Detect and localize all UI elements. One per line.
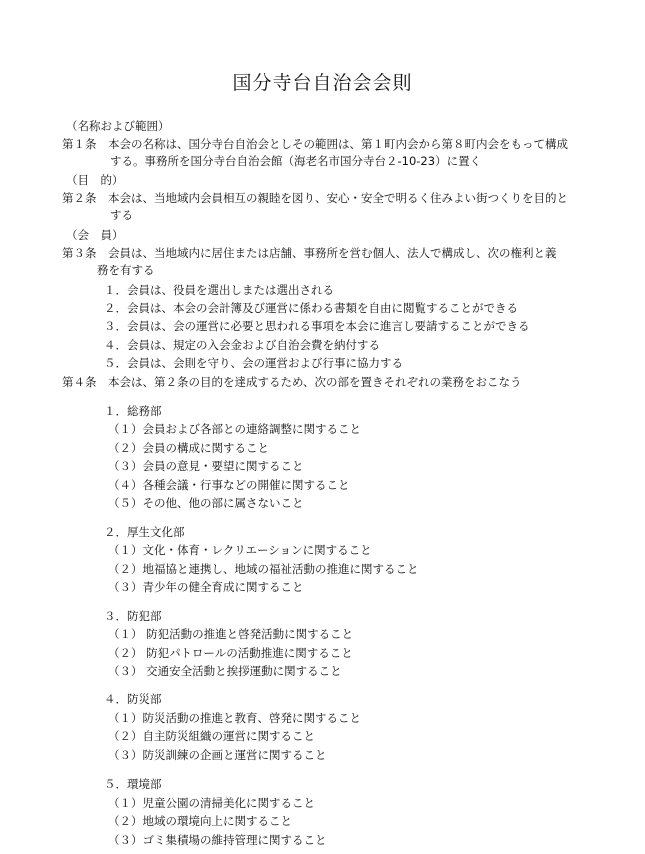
dept-item: （１）防災活動の推進と教育、啓発に関すること	[108, 711, 361, 725]
dept-item: （２）自主防災組織の運営に関すること	[108, 729, 315, 743]
dept-item: （２）会員の構成に関すること	[108, 441, 269, 455]
dept-item: （３）会員の意見・要望に関すること	[108, 459, 304, 473]
section-heading-name: （名称および範囲）	[66, 119, 170, 133]
dept-item: （３）防災訓練の企画と運営に関すること	[108, 748, 327, 762]
dept-item: （３）ゴミ集積場の維持管理に関すること	[108, 833, 327, 847]
dept-item: （１）児童公園の清掃美化に関すること	[108, 796, 315, 810]
dept-heading: １．総務部	[104, 404, 162, 418]
dept-heading: ４．防災部	[104, 692, 162, 706]
article-3-line-2: 務を有する	[97, 263, 155, 277]
dept-heading: ５．環境部	[104, 777, 162, 791]
article-3-item: ５．会員は、会則を守り、会の運営および行事に協力する	[104, 356, 403, 370]
article-2-line-2: する	[110, 208, 133, 222]
dept-heading: ３．防犯部	[104, 609, 162, 623]
article-3-item: ４．会員は、規定の入会金および自治会費を納付する	[104, 338, 380, 352]
article-3-item: １．会員は、役員を選出しまたは選出される	[104, 283, 334, 297]
dept-item: （２） 防犯パトロールの活動推進に関すること	[108, 646, 353, 660]
document-title: 国分寺台自治会会則	[232, 72, 413, 94]
dept-item: （２）地域の環境向上に関すること	[108, 814, 292, 828]
article-4-line-1: 第４条 本会は、第２条の目的を達成するため、次の部を置きそれぞれの業務をおこなう	[62, 375, 522, 389]
dept-item: （１）文化・体育・レクリエーションに関すること	[108, 543, 372, 557]
dept-item: （４）各種会議・行事などの開催に関すること	[108, 478, 350, 492]
dept-item: （１）会員および各部との連絡調整に関すること	[108, 422, 361, 436]
article-3-item: ２．会員は、本会の会計簿及び運営に係わる書類を自由に閲覧することができる	[104, 301, 518, 315]
article-1-line-2: する。事務所を国分寺台自治会館（海老名市国分寺台２-10-23）に置く	[110, 154, 482, 168]
dept-item: （５）その他、他の部に属さないこと	[108, 496, 304, 510]
section-heading-purpose: （目 的）	[66, 173, 124, 187]
article-2-line-1: 第２条 本会は、当地域内会員相互の親睦を図り、安心・安全で明るく住みよい街つくりを目的と	[62, 191, 568, 205]
dept-item: （３）青少年の健全育成に関すること	[108, 580, 304, 594]
dept-item: （１） 防犯活動の推進と啓発活動に関すること	[108, 627, 354, 641]
section-heading-member: （会 員）	[66, 228, 124, 242]
article-3-item: ３．会員は、会の運営に必要と思われる事項を本会に進言し要請することができる	[104, 319, 530, 333]
dept-item: （３） 交通安全活動と挨拶運動に関すること	[108, 664, 342, 678]
dept-item: （２）地福協と連携し、地域の福祉活動の推進に関すること	[108, 562, 419, 576]
dept-heading: ２．厚生文化部	[104, 525, 185, 539]
article-3-line-1: 第３条 会員は、当地域内に居住または店舗、事務所を営む個人、法人で構成し、次の権利と義	[62, 246, 557, 260]
article-1-line-1: 第１条 本会の名称は、国分寺台自治会としその範囲は、第１町内会から第８町内会をもって構成	[62, 137, 568, 151]
